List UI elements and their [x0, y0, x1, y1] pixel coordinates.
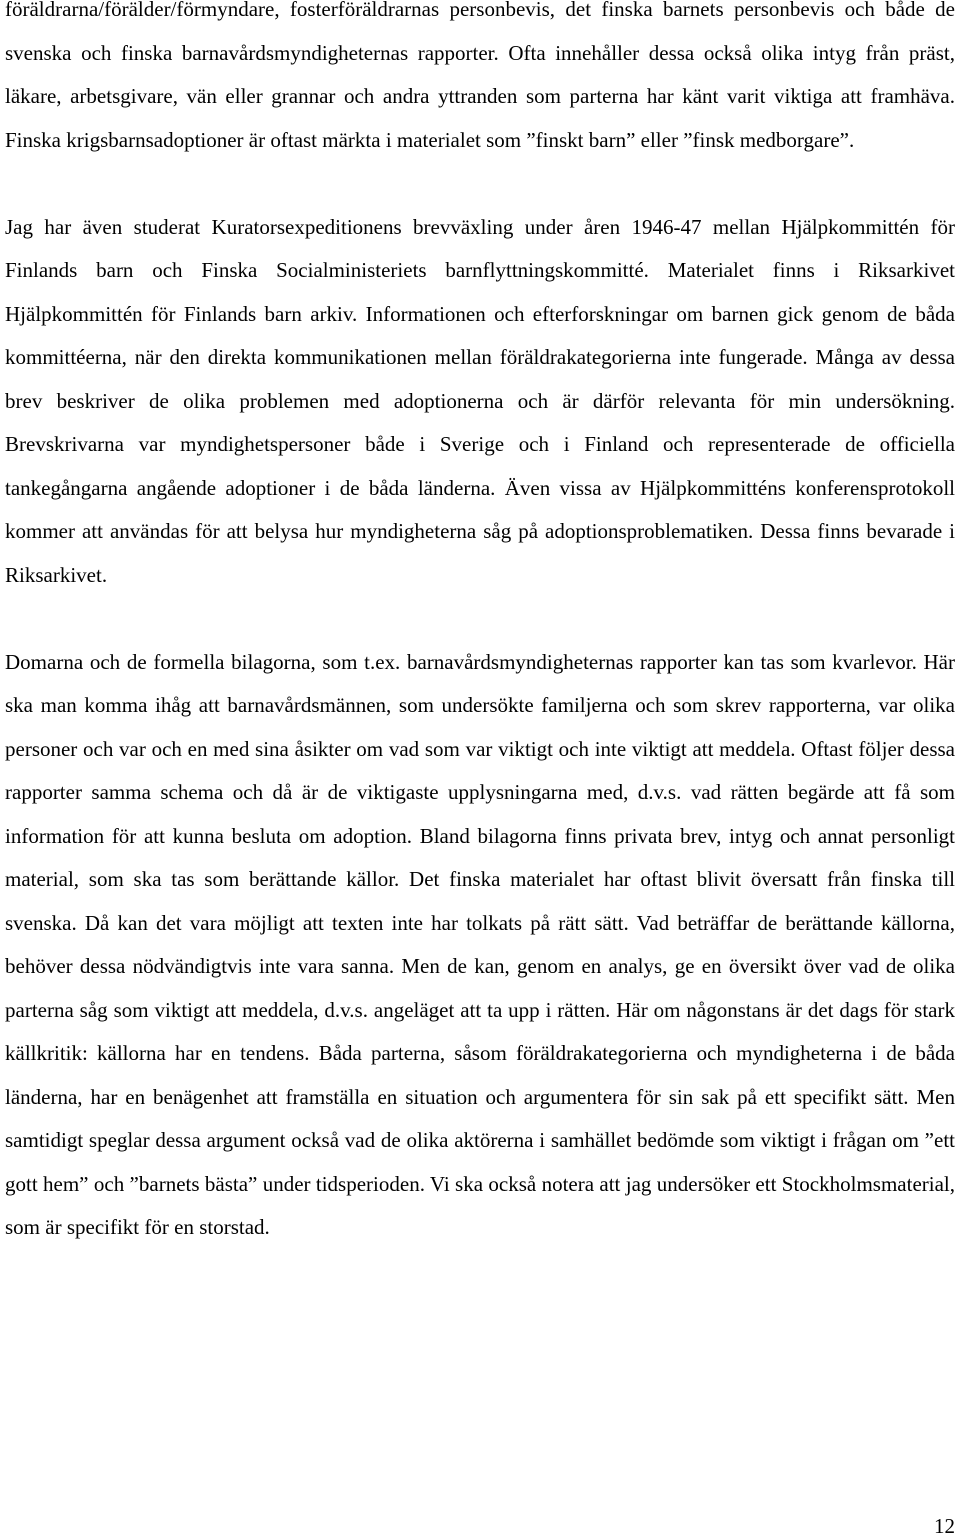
paragraph-sources-documents: föräldrarna/förälder/förmyndare, fosterföräldrarnas personbevis, det finska barnets personbevis och både de svenska och finska barnavårdsmyndigheternas rapporter. Ofta innehåller dessa också olika intyg från präst, läkare, arbetsgivare, vän eller grannar och andra yttranden som parterna har känt varit viktiga att framhäva. Finska krigsbarnsadoptioner är oftast märkta i materialet som ”finskt barn” eller ”finsk medborgare”.: [5, 0, 955, 152]
page-number: 12: [934, 1514, 955, 1538]
paragraph-source-criticism: Domarna och de formella bilagorna, som t.ex. barnavårdsmyndigheternas rapporter kan tas som kvarlevor. Här ska man komma ihåg att barnavårdsmännen, som undersökte familjerna och som skrev rapporterna, var olika personer och var och en med sina åsikter om vad som var viktigt och inte viktigt att meddela. Oftast följer dessa rapporter samma schema och då är de viktigaste upplysningarna med, d.v.s. vad rätten begärde att få som information för att kunna besluta om adoption. Bland bilagorna finns privata brev, intyg och annat personligt material, som ska tas som berättande källor. Det finska materialet har oftast blivit översatt från finska till svenska. Då kan det vara möjligt att texten inte har tolkats på rätt sätt. Vad beträffar de berättande källorna, behöver dessa nödvändigtvis inte vara sanna. Men de kan, genom en analys, ge en översikt över vad de olika parterna såg som viktigt att meddela, d.v.s. angeläget att ta upp i rätten. Här om någonstans är det dags för stark källkritik: källorna har en tendens. Båda parterna, såsom föräldrakategorierna och myndigheterna i de båda länderna, har en benägenhet att framställa en situation och argumentera för sin sak på ett specifikt sätt. Men samtidigt speglar dessa argument också vad de olika aktörerna i samhället bedömde som viktigt i frågan om ”ett gott hem” och ”barnets bästa” under tidsperioden. Vi ska också notera att jag undersöker ett Stockholmsmaterial, som är specifikt för en storstad.: [5, 649, 955, 1239]
paragraph-correspondence: Jag har även studerat Kuratorsexpeditionens brevväxling under åren 1946-47 mellan Hjälpkommittén för Finlands barn och Finska Socialministeriets barnflyttningskommitté. Materialet finns i Riksarkivet Hjälpkommittén för Finlands barn arkiv. Informationen och efterforskningar om barnen gick genom de båda kommittéerna, när den direkta kommunikationen mellan föräldrakategorierna inte fungerade. Många av dessa brev beskriver de olika problemen med adoptionerna och är därför relevanta för min undersökning. Brevskrivarna var myndighetspersoner både i Sverige och i Finland och representerade de officiella tankegångarna angående adoptioner i de båda länderna. Även vissa av Hjälpkommitténs konferensprotokoll kommer att användas för att belysa hur myndigheterna såg på adoptionsproblematiken. Dessa finns bevarade i Riksarkivet.: [5, 214, 955, 587]
body-text: [5, 0, 955, 1250]
